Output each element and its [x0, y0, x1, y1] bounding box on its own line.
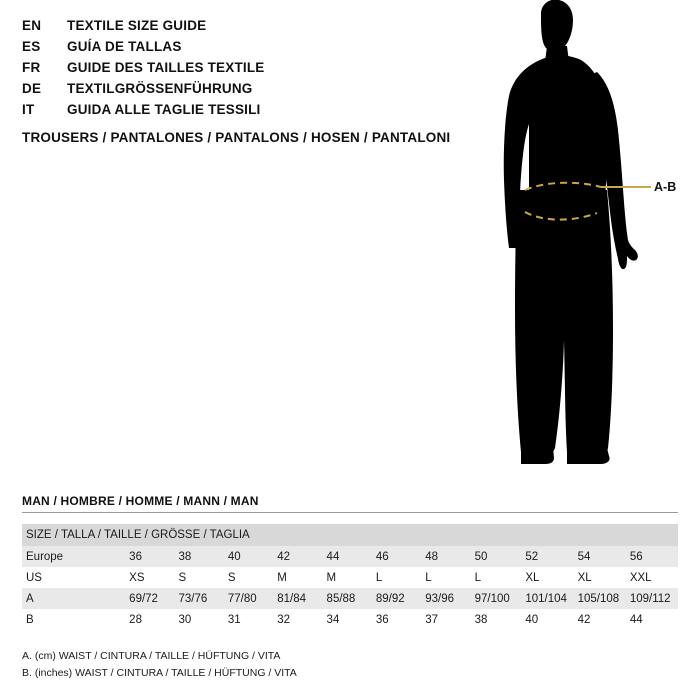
language-title-block — [22, 18, 462, 123]
cell: 52 — [521, 546, 573, 567]
cell: 38 — [175, 546, 224, 567]
language-row — [22, 39, 462, 60]
figure-illustration — [455, 0, 700, 470]
cell: 73/76 — [175, 588, 224, 609]
table-row — [22, 588, 678, 609]
language-row — [22, 81, 462, 102]
cell: 46 — [372, 546, 421, 567]
cell: 44 — [323, 546, 372, 567]
cell: XXL — [626, 567, 678, 588]
cell: 48 — [421, 546, 470, 567]
language-code-fr: FR — [22, 60, 41, 75]
table-group-heading: MAN / HOMBRE / HOMME / MANN / MAN — [22, 494, 259, 508]
divider — [22, 512, 678, 513]
cell: XL — [574, 567, 626, 588]
cell: 30 — [175, 609, 224, 630]
cell: 36 — [372, 609, 421, 630]
cell: 69/72 — [125, 588, 174, 609]
cell: S — [175, 567, 224, 588]
cell: 44 — [626, 609, 678, 630]
garment-type-line: TROUSERS / PANTALONES / PANTALONS / HOSEN / PANTALONI — [22, 130, 451, 145]
cell: 54 — [574, 546, 626, 567]
cell: 56 — [626, 546, 678, 567]
language-row — [22, 60, 462, 81]
cell: 42 — [574, 609, 626, 630]
cell: XS — [125, 567, 174, 588]
cell: S — [224, 567, 273, 588]
cell: 31 — [224, 609, 273, 630]
table-row — [22, 609, 678, 630]
cell: 89/92 — [372, 588, 421, 609]
language-title-de: TEXTILGRÖSSENFÜHRUNG — [67, 81, 253, 96]
row-label-europe: Europe — [22, 546, 125, 567]
cell: 101/104 — [521, 588, 573, 609]
language-title-en: TEXTILE SIZE GUIDE — [67, 18, 207, 33]
cell: 77/80 — [224, 588, 273, 609]
footnotes — [22, 648, 297, 682]
cell: L — [421, 567, 470, 588]
language-title-it: GUIDA ALLE TAGLIE TESSILI — [67, 102, 261, 117]
language-code-es: ES — [22, 39, 41, 54]
cell: 97/100 — [471, 588, 522, 609]
language-row — [22, 102, 462, 123]
cell: 40 — [521, 609, 573, 630]
cell: 28 — [125, 609, 174, 630]
cell: M — [323, 567, 372, 588]
cell: 81/84 — [273, 588, 322, 609]
table-row — [22, 567, 678, 588]
cell: 34 — [323, 609, 372, 630]
language-title-fr: GUIDE DES TAILLES TEXTILE — [67, 60, 265, 75]
language-title-es: GUÍA DE TALLAS — [67, 39, 182, 54]
row-label-a: A — [22, 588, 125, 609]
table-header-row — [22, 524, 678, 546]
cell: M — [273, 567, 322, 588]
language-code-de: DE — [22, 81, 42, 96]
footnote-a: A. (cm) WAIST / CINTURA / TAILLE / HÜFTUNG / VITA — [22, 650, 281, 662]
cell: 42 — [273, 546, 322, 567]
language-code-it: IT — [22, 102, 35, 117]
language-row — [22, 18, 462, 39]
measure-label-ab: A-B — [654, 180, 677, 194]
footnote-b: B. (inches) WAIST / CINTURA / TAILLE / HÜFTUNG / VITA — [22, 667, 297, 679]
cell: 50 — [471, 546, 522, 567]
cell: 37 — [421, 609, 470, 630]
cell: XL — [521, 567, 573, 588]
male-silhouette — [504, 0, 638, 464]
cell: 109/112 — [626, 588, 678, 609]
cell: 36 — [125, 546, 174, 567]
cell: L — [372, 567, 421, 588]
cell: 38 — [471, 609, 522, 630]
cell: 85/88 — [323, 588, 372, 609]
table-header-label: SIZE / TALLA / TAILLE / GRÖSSE / TAGLIA — [22, 524, 678, 546]
cell: 93/96 — [421, 588, 470, 609]
language-code-en: EN — [22, 18, 42, 33]
row-label-us: US — [22, 567, 125, 588]
cell: 40 — [224, 546, 273, 567]
cell: 32 — [273, 609, 322, 630]
row-label-b: B — [22, 609, 125, 630]
table-row — [22, 546, 678, 567]
cell: L — [471, 567, 522, 588]
cell: 105/108 — [574, 588, 626, 609]
size-table — [22, 524, 678, 630]
